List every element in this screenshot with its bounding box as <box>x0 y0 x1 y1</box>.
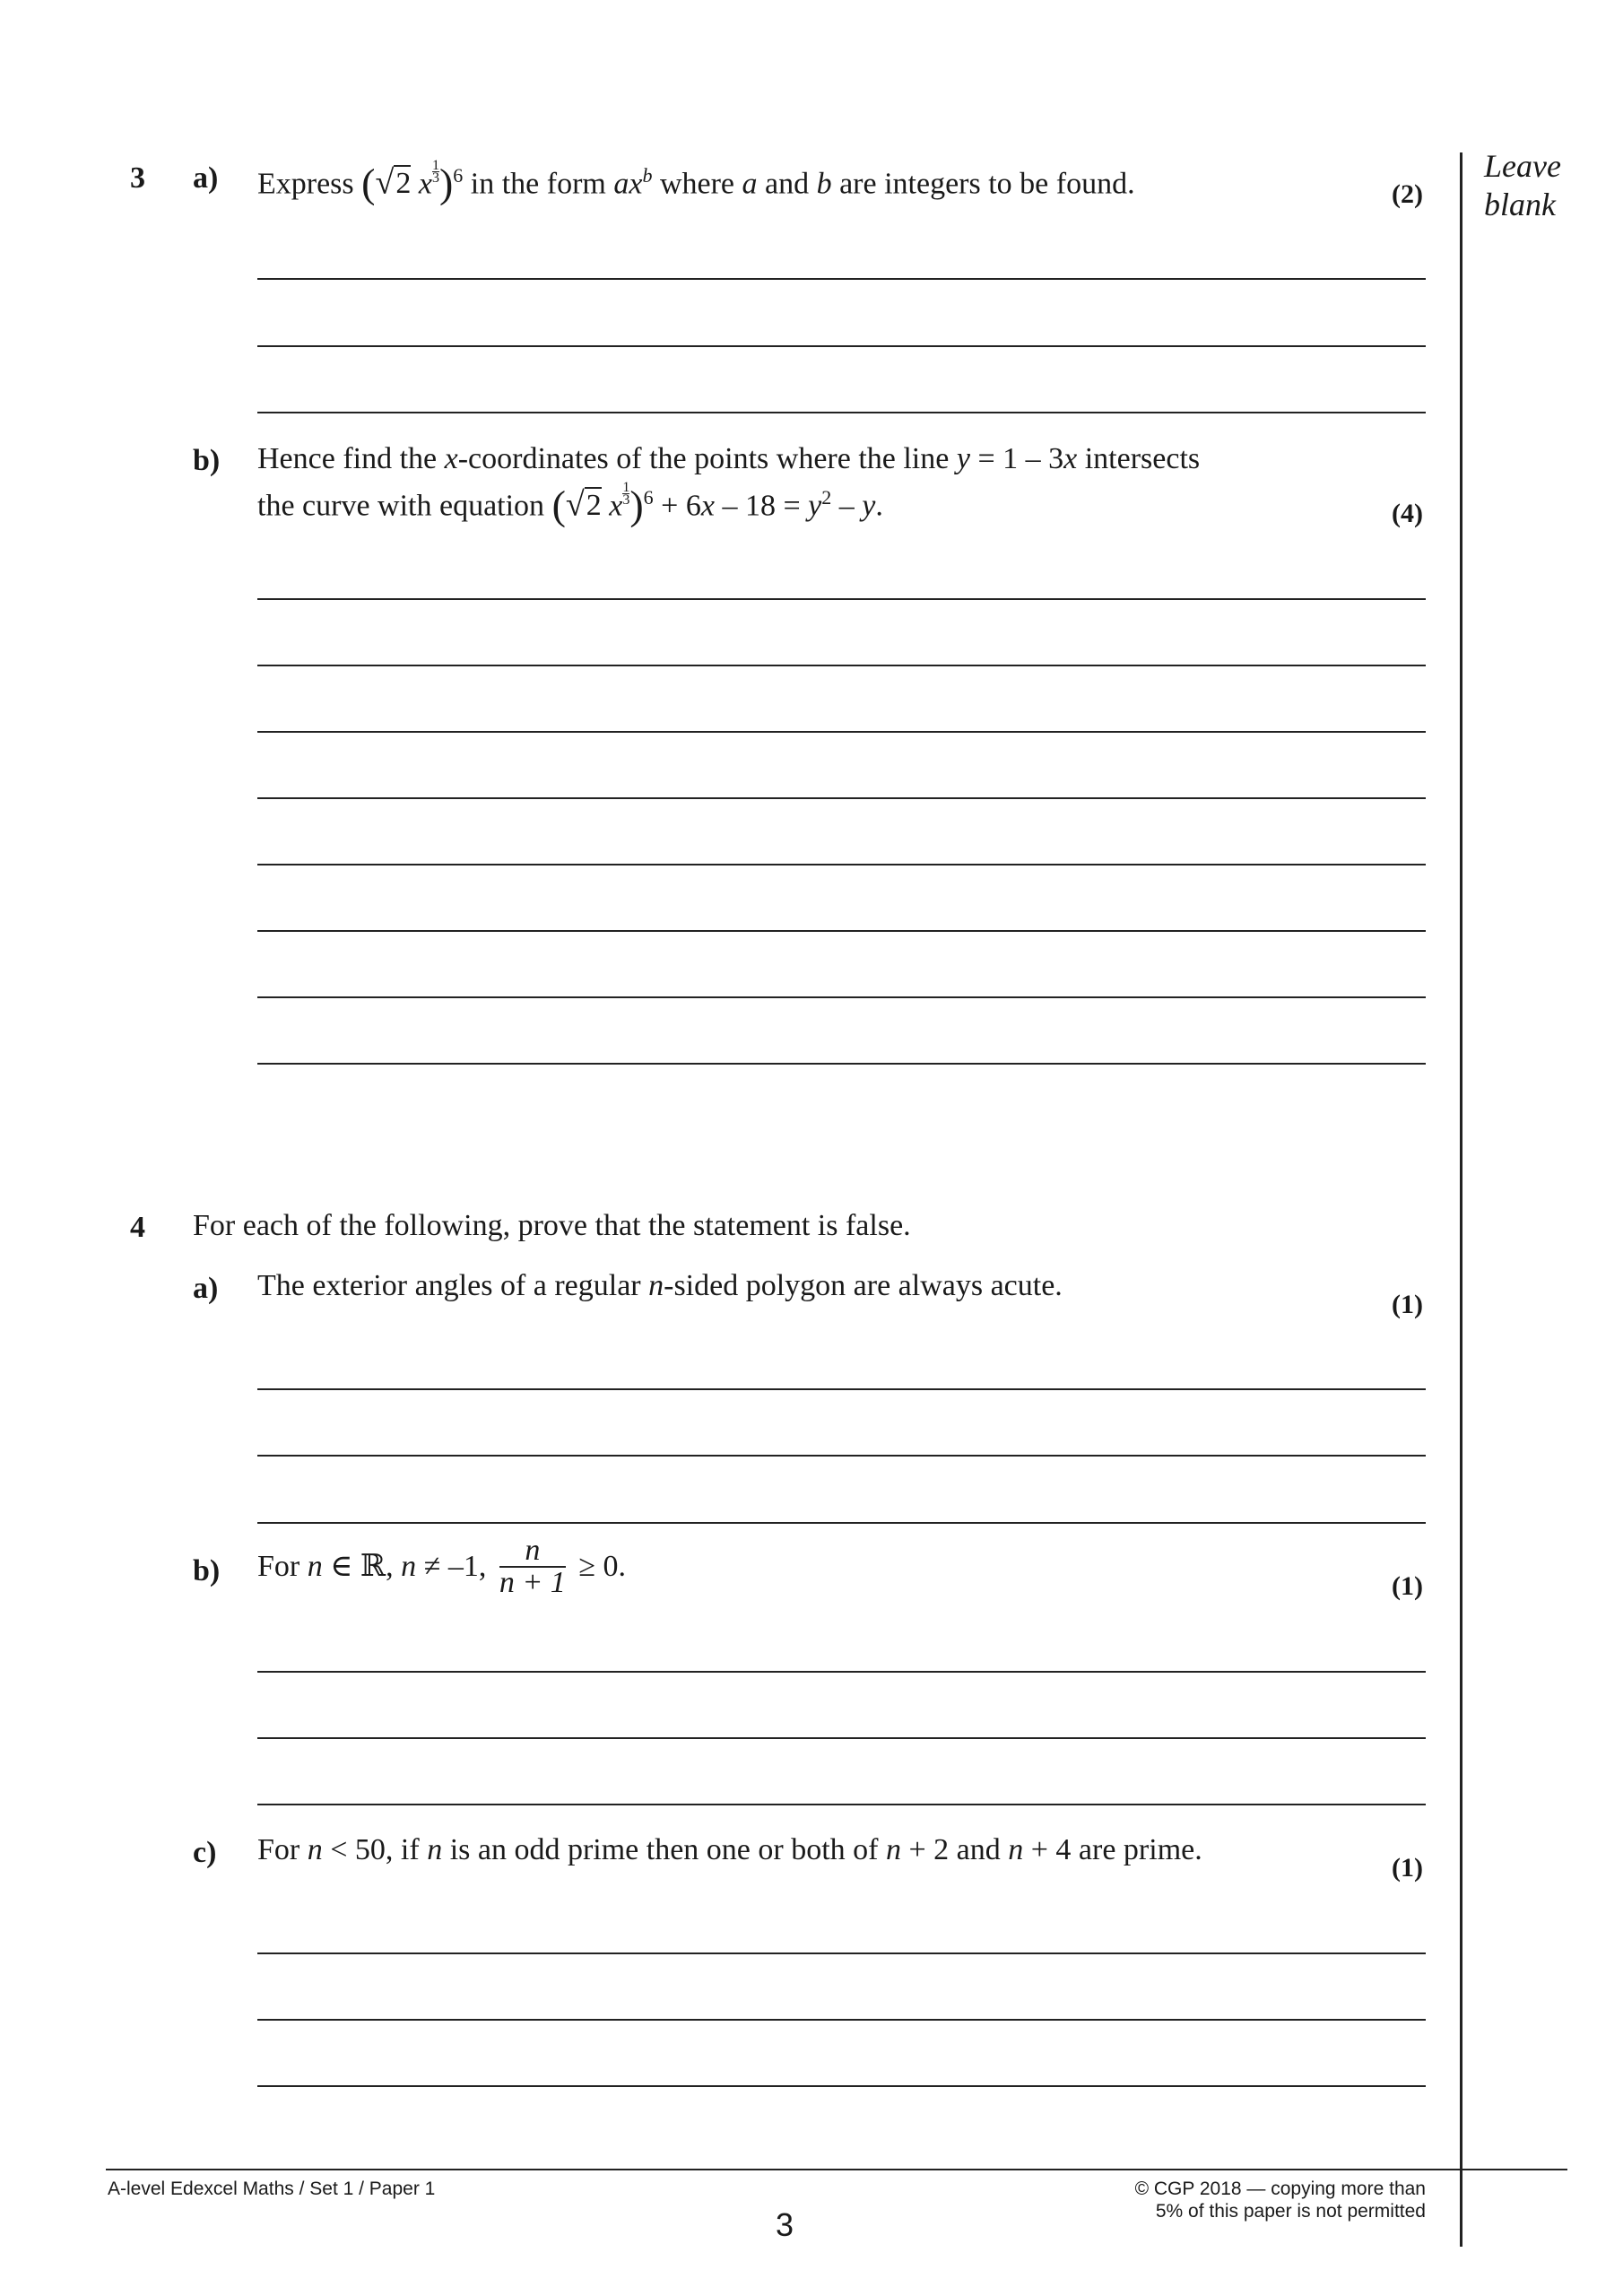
answer-line <box>257 1388 1426 1390</box>
q4c-label: c) <box>193 1836 217 1869</box>
q4c-question: For n < 50, if n is an odd prime then one or both of n + 2 and n + 4 are prime. <box>257 1833 1202 1866</box>
answer-line <box>257 996 1426 998</box>
answer-line <box>257 2019 1426 2021</box>
answer-line <box>257 412 1426 413</box>
q4a-question: The exterior angles of a regular n-sided polygon are always acute. <box>257 1269 1063 1302</box>
answer-line <box>257 1737 1426 1739</box>
answer-line <box>257 1804 1426 1805</box>
q4a-label: a) <box>193 1272 219 1305</box>
q3a-question: Express (√2 x $\frac{1}{3}$ )$^6$ in the form $ax^b$ where a and b are integers to be found. <box>257 158 1135 206</box>
q4b-marks: (1) <box>1392 1571 1423 1601</box>
margin-rule <box>1460 152 1462 2247</box>
answer-line <box>257 864 1426 865</box>
q4a-marks: (1) <box>1392 1290 1423 1319</box>
q4b-question: For n ∈ ℝ, n ≠ –1, $\frac{n}{n + 1}$ ≥ 0. <box>257 1534 626 1599</box>
fraction: $\frac{n}{n + 1}$ <box>499 1534 566 1599</box>
answer-line <box>257 598 1426 600</box>
answer-line <box>257 1455 1426 1457</box>
answer-line <box>257 1671 1426 1673</box>
footer-rule <box>106 2169 1567 2170</box>
page-number: 3 <box>776 2206 794 2243</box>
answer-line <box>257 930 1426 932</box>
leave-blank-label: Leave blank <box>1484 148 1561 222</box>
answer-line <box>257 665 1426 666</box>
answer-line <box>257 1063 1426 1065</box>
q4c-marks: (1) <box>1392 1853 1423 1883</box>
answer-line <box>257 2085 1426 2087</box>
q3a-marks: (2) <box>1392 179 1423 209</box>
answer-line <box>257 1522 1426 1524</box>
q3a-label: a) <box>193 161 219 195</box>
question-3-number: 3 <box>130 161 145 195</box>
footer-copyright: © CGP 2018 — copying more than 5% of this paper is not permitted <box>1134 2179 1426 2222</box>
answer-line <box>257 797 1426 799</box>
q3b-label: b) <box>193 444 221 477</box>
question-4-number: 4 <box>130 1211 145 1244</box>
q3b-marks: (4) <box>1392 499 1423 528</box>
answer-line <box>257 1952 1426 1954</box>
answer-line <box>257 345 1426 347</box>
q4-intro: For each of the following, prove that the statement is false. <box>193 1209 911 1242</box>
q4b-label: b) <box>193 1554 221 1587</box>
answer-line <box>257 731 1426 733</box>
q3b-question: Hence find the x-coordinates of the points where the line y = 1 – 3x intersects the curve with equation (√2 x $\frac{1}{3}$ )$^6 + 6x - 18 = y^2 - y$. <box>257 442 1201 528</box>
answer-line <box>257 278 1426 280</box>
footer-paper-title: A-level Edexcel Maths / Set 1 / Paper 1 <box>108 2179 436 2199</box>
